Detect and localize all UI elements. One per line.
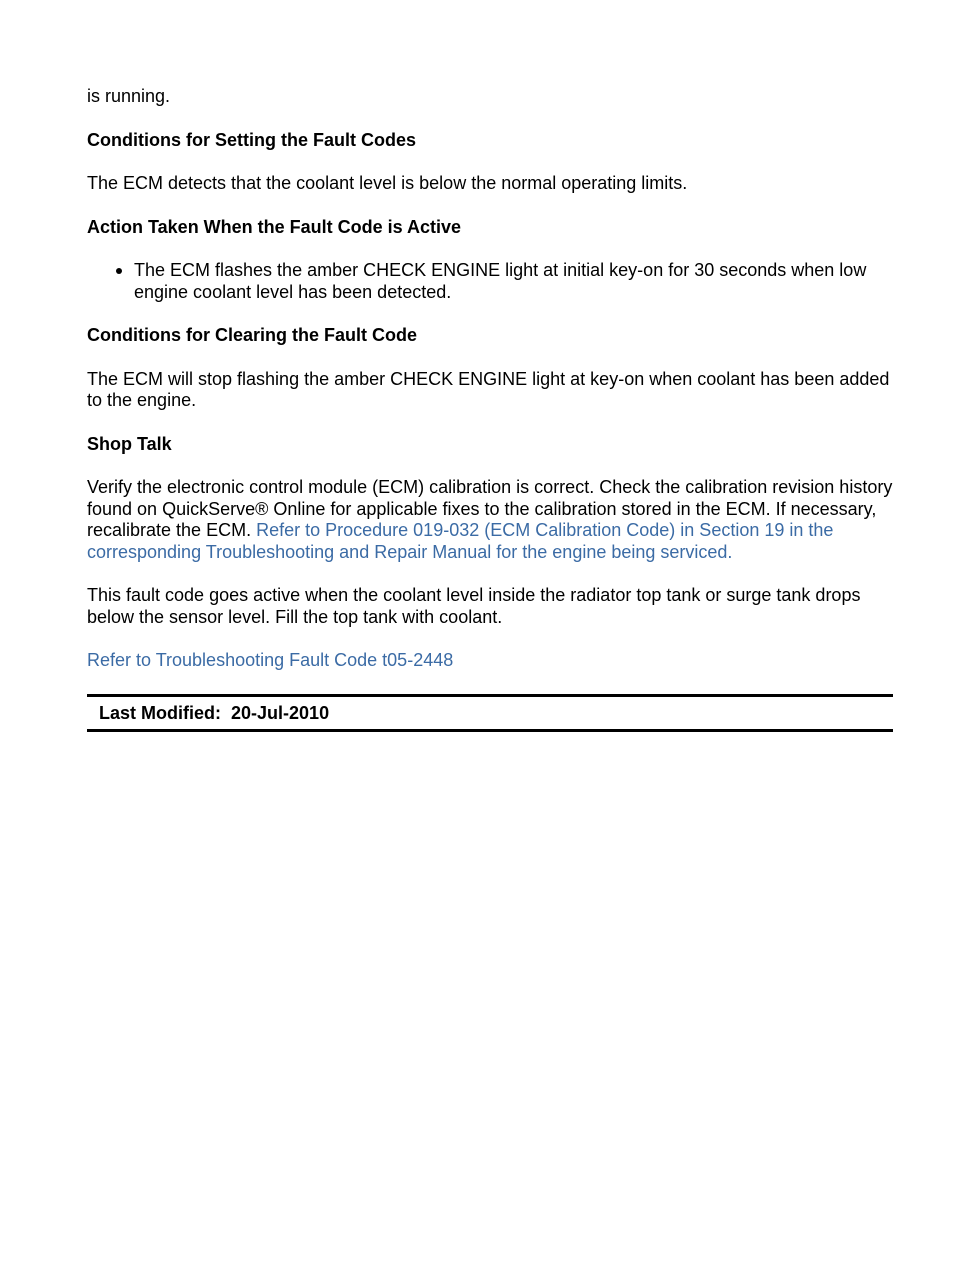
last-modified-date: 20-Jul-2010 bbox=[231, 702, 330, 723]
shop-talk-text: Verify the electronic control module (ECM) calibration is correct. Check the calibration revision history found on QuickServe® Online for applicable fixes to the calibration stored in the ECM. If necessary, recalibrate the ECM. bbox=[87, 477, 893, 540]
last-modified-bar bbox=[87, 694, 893, 733]
bullet-icon bbox=[116, 268, 122, 274]
refer-paragraph bbox=[87, 650, 893, 672]
action-taken-heading: Action Taken When the Fault Code is Active bbox=[87, 216, 462, 237]
last-modified-label: Last Modified: bbox=[99, 702, 221, 723]
setting-conditions-text: The ECM detects that the coolant level is below the normal operating limits. bbox=[87, 173, 688, 193]
fault-code-link[interactable]: Refer to Troubleshooting Fault Code t05-2448 bbox=[87, 650, 454, 670]
shop-talk-paragraph-2: This fault code goes active when the coolant level inside the radiator top tank or surge tank drops below the sensor level. Fill the top tank with coolant. bbox=[87, 585, 861, 627]
procedure-link[interactable]: Refer to Procedure 019-032 (ECM Calibration Code) in Section 19 in the corresponding Troubleshooting and Repair Manual for the engine being serviced. bbox=[87, 520, 834, 562]
document-page bbox=[87, 86, 893, 732]
intro-fragment: is running. bbox=[87, 86, 171, 106]
shop-talk-heading: Shop Talk bbox=[87, 433, 172, 454]
setting-conditions-heading: Conditions for Setting the Fault Codes bbox=[87, 129, 416, 150]
shop-talk-paragraph bbox=[87, 477, 893, 563]
list-item bbox=[87, 260, 893, 303]
action-taken-list bbox=[87, 260, 893, 303]
clearing-conditions-text: The ECM will stop flashing the amber CHECK ENGINE light at key-on when coolant has been added to the engine. bbox=[87, 368, 890, 410]
list-item-text: The ECM flashes the amber CHECK ENGINE light at initial key-on for 30 seconds when low engine coolant level has been detected. bbox=[134, 260, 867, 302]
clearing-conditions-heading: Conditions for Clearing the Fault Code bbox=[87, 325, 417, 345]
